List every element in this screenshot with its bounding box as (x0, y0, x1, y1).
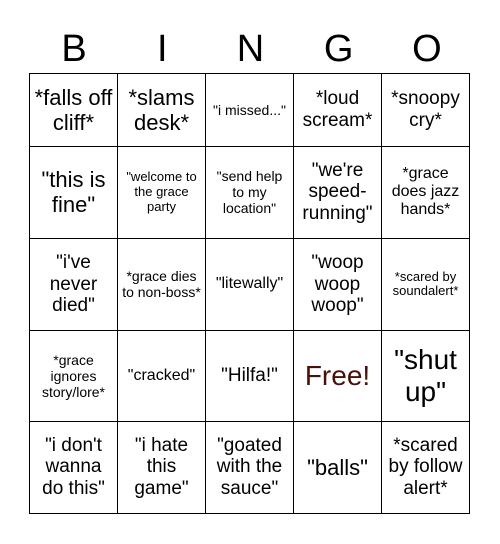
bingo-cell[interactable]: "send help to my location" (206, 146, 294, 238)
free-space-cell[interactable]: Free! (294, 331, 382, 422)
bingo-cell[interactable]: "i don't wanna do this" (30, 421, 118, 513)
bingo-cell[interactable]: "i missed..." (206, 74, 294, 147)
bingo-cell[interactable]: "welcome to the grace party (118, 146, 206, 238)
board-row (30, 331, 470, 422)
bingo-board (29, 73, 470, 514)
bingo-cell[interactable]: *grace ignores story/lore* (30, 331, 118, 422)
bingo-cell[interactable]: "woop woop woop" (294, 238, 382, 330)
header-letter-o: O (412, 28, 442, 70)
bingo-cell[interactable]: *falls off cliff* (30, 74, 118, 147)
bingo-cell[interactable]: *grace dies to non-boss* (118, 238, 206, 330)
bingo-cell[interactable]: "Hilfa!" (206, 331, 294, 422)
bingo-header (30, 26, 471, 72)
board-row (30, 421, 470, 513)
header-letter-b: B (61, 28, 87, 70)
header-letter-n: N (236, 28, 265, 70)
bingo-cell[interactable]: "we're speed-running" (294, 146, 382, 238)
bingo-cell[interactable]: "litewally" (206, 238, 294, 330)
bingo-cell[interactable]: "shut up" (382, 331, 470, 422)
bingo-cell[interactable]: "goated with the sauce" (206, 421, 294, 513)
bingo-cell[interactable]: *snoopy cry* (382, 74, 470, 147)
bingo-cell[interactable]: "balls" (294, 421, 382, 513)
bingo-cell[interactable]: *slams desk* (118, 74, 206, 147)
bingo-cell[interactable]: *scared by follow alert* (382, 421, 470, 513)
bingo-cell[interactable]: "i've never died" (30, 238, 118, 330)
bingo-cell[interactable]: "this is fine" (30, 146, 118, 238)
board-row (30, 74, 470, 147)
bingo-cell[interactable]: "i hate this game" (118, 421, 206, 513)
header-letter-i: I (157, 28, 168, 70)
board-row (30, 146, 470, 238)
board-row (30, 238, 470, 330)
header-letter-g: G (323, 28, 354, 70)
bingo-cell[interactable]: *scared by soundalert* (382, 238, 470, 330)
bingo-cell[interactable]: *loud scream* (294, 74, 382, 147)
bingo-cell[interactable]: "cracked" (118, 331, 206, 422)
bingo-cell[interactable]: *grace does jazz hands* (382, 146, 470, 238)
